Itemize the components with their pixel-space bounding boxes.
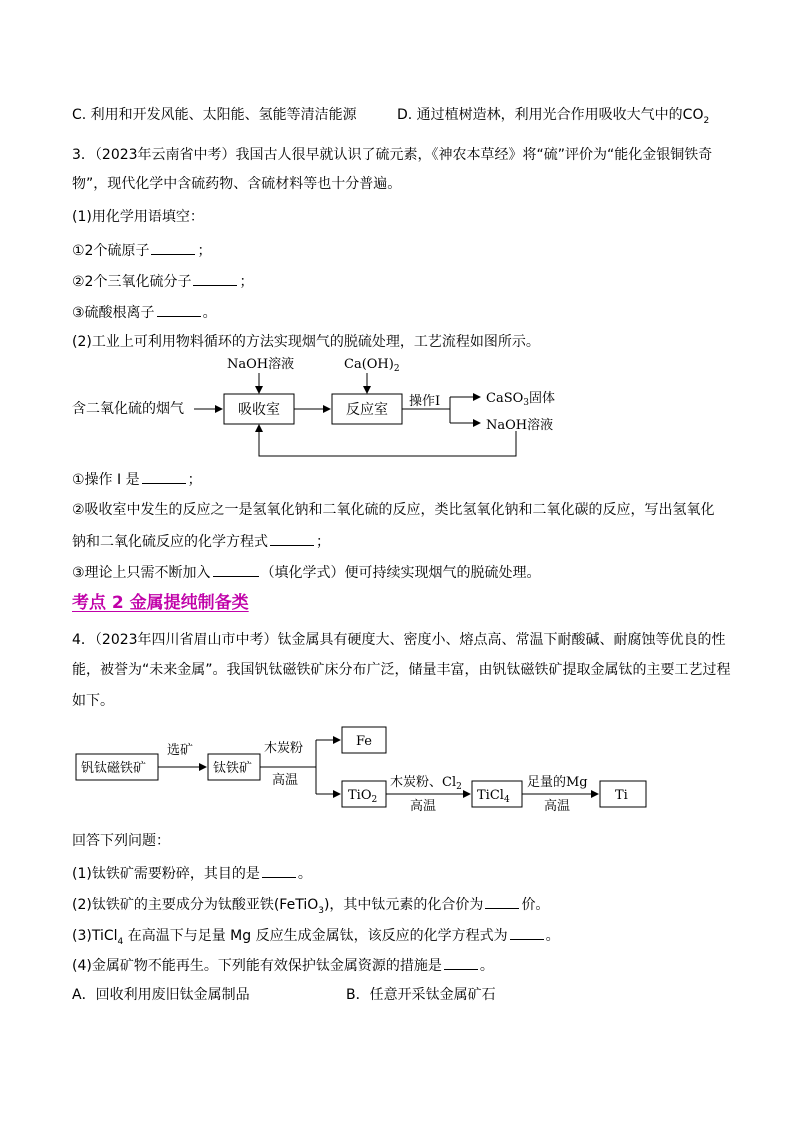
reagent-naoh-label: NaOH溶液 <box>227 357 295 372</box>
step3-top-label <box>390 774 462 792</box>
q4-part4 <box>72 955 494 975</box>
q4-part4-text: (4)金属矿物不能再生。下列能有效保护钛金属资源的措施是 <box>72 958 442 974</box>
step4-bottom-label: 高温 <box>544 799 571 814</box>
q3-sub3-text-a: ③理论上只需不断加入 <box>72 565 211 581</box>
q4-part1 <box>72 863 312 883</box>
q4-intro-line1: 4．（2023年四川省眉山市中考）钛金属具有硬度大、密度小、熔点高、常温下耐酸碱、耐腐蚀等优良的性 <box>72 632 726 648</box>
tio2-main: TiO <box>348 788 372 803</box>
step4-top-label: 足量的Mg <box>527 775 588 790</box>
punctuation: ； <box>239 274 254 290</box>
q4-option-b[interactable]: B．任意开采钛金属矿石 <box>346 987 496 1003</box>
q4-intro-line3: 如下。 <box>72 693 114 709</box>
q3-sub1 <box>72 469 202 489</box>
ticl4-label <box>477 788 510 805</box>
q4-part2-text-b: )，其中钛元素的化合价为 <box>323 897 484 913</box>
ilmenite-label: 钛铁矿 <box>213 761 253 776</box>
ti-label: Ti <box>615 788 628 803</box>
step2-top-label: 木炭粉 <box>264 741 304 756</box>
step2-bottom-label: 高温 <box>272 773 299 788</box>
answer-blank[interactable] <box>510 925 544 940</box>
reagent-caoh2-main: Ca(OH) <box>344 357 394 372</box>
output-naoh-label: NaOH溶液 <box>486 418 554 433</box>
option-c: C. 利用和开发风能、太阳能、氢能等清洁能源 <box>72 107 357 123</box>
fe-label: Fe <box>356 734 373 749</box>
q4-option-a[interactable]: A．回收利用废旧钛金属制品 <box>72 987 250 1003</box>
step3-top-main: 木炭粉、Cl <box>390 775 457 790</box>
q3-part1-b-text: ②2个三氧化硫分子 <box>72 274 192 290</box>
punctuation: ； <box>187 472 202 488</box>
punctuation: ； <box>197 243 212 259</box>
answer-blank[interactable] <box>270 531 314 546</box>
q3-part1-a <box>72 240 211 260</box>
output-caso3-label <box>486 390 555 408</box>
tio2-label <box>348 788 377 805</box>
option-d <box>397 106 709 130</box>
output-caso3-main: CaSO <box>486 391 524 406</box>
section-title-metal-purification: 考点 2 金属提纯制备类 <box>72 593 249 613</box>
answer-blank[interactable] <box>193 271 237 286</box>
q4-part3 <box>72 925 560 951</box>
step3-top-sub: 2 <box>456 782 462 792</box>
q3-part1: (1)用化学用语填空： <box>72 209 204 225</box>
output-caso3-tail: 固体 <box>529 391 556 406</box>
answer-blank[interactable] <box>213 562 259 577</box>
q4-part2 <box>72 894 549 920</box>
q3-intro-line2: 物”，现代化学中含硫药物、含硫材料等也十分普遍。 <box>72 176 402 192</box>
q4-part2-subscript: 3 <box>318 905 324 916</box>
q3-intro-line1: 3．（2023年云南省中考）我国古人很早就认识了硫元素，《神农本草经》将“硫”评价为“能化金银铜铁奇 <box>72 147 713 163</box>
q3-part1-b <box>72 271 253 291</box>
answer-blank[interactable] <box>262 863 296 878</box>
ore-label: 钒钛磁铁矿 <box>81 761 147 776</box>
answer-blank[interactable] <box>151 240 195 255</box>
punctuation: 。 <box>545 928 560 944</box>
answer-blank[interactable] <box>142 469 186 484</box>
ticl4-main: TiCl <box>477 788 504 803</box>
q3-sub1-text: ①操作 I 是 <box>72 472 140 488</box>
reagent-caoh2-sub: 2 <box>393 364 400 374</box>
operation-label: 操作I <box>409 394 441 409</box>
q4-part1-text: (1)钛铁矿需要粉碎，其目的是 <box>72 866 260 882</box>
q3-part1-c-text: ③硫酸根离子 <box>72 305 155 321</box>
q3-part2: (2)工业上可利用物料循环的方法实现烟气的脱硫处理，工艺流程如图所示。 <box>72 334 540 350</box>
answer-blank[interactable] <box>485 894 519 909</box>
q4-answer-prompt: 回答下列问题： <box>72 833 170 849</box>
answer-blank[interactable] <box>444 955 478 970</box>
q4-part2-text-a: (2)钛铁矿的主要成分为钛酸亚铁(FeTiO <box>72 897 319 913</box>
q3-sub2-line2 <box>72 531 330 551</box>
punctuation: 。 <box>479 958 494 974</box>
reagent-caoh2-label <box>344 357 400 374</box>
q3-sub3-text-b: （填化学式）便可持续实现烟气的脱硫处理。 <box>260 565 541 581</box>
recycle-loop-line <box>259 425 516 456</box>
tio2-sub: 2 <box>371 795 378 805</box>
q3-sub3 <box>72 562 541 582</box>
punctuation: ； <box>316 534 330 550</box>
step3-bottom-label: 高温 <box>410 799 437 814</box>
q3-sub2-line1: ②吸收室中发生的反应之一是氢氧化钠和二氧化硫的反应，类比氢氧化钠和二氧化碳的反应，写出氢氧化 <box>72 502 715 518</box>
q3-sub2-text: 钠和二氧化硫反应的化学方程式 <box>72 534 268 550</box>
q4-intro-line2: 能，被誉为“未来金属”。我国钒钛磁铁矿床分布广泛，储量丰富，由钒钛磁铁矿提取金属钛的主要工艺过程 <box>72 662 731 678</box>
flow-input-label: 含二氧化硫的烟气 <box>72 401 184 417</box>
ticl4-sub: 4 <box>503 795 510 805</box>
q4-part3-text-a: (3)TiCl <box>72 928 118 944</box>
absorber-label: 吸收室 <box>238 402 280 418</box>
punctuation: 。 <box>202 305 217 321</box>
flow-diagram-desulfurization <box>72 353 592 461</box>
q4-part3-text-b: 在高温下与足量 Mg 反应生成金属钛，该反应的化学方程式为 <box>123 928 508 944</box>
step1-label: 选矿 <box>167 743 194 758</box>
q4-part2-text-c: 价。 <box>521 897 550 913</box>
flow-diagram-titanium <box>72 722 652 814</box>
option-d-subscript: 2 <box>703 115 710 126</box>
q4-part3-subscript: 4 <box>117 936 124 947</box>
q3-part1-c <box>72 302 217 322</box>
option-d-text: D. 通过植树造林，利用光合作用吸收大气中的CO <box>397 107 704 123</box>
output-caso3-sub: 3 <box>523 398 529 408</box>
reactor-label: 反应室 <box>346 402 388 418</box>
answer-blank[interactable] <box>157 302 201 317</box>
punctuation: 。 <box>297 866 312 882</box>
q3-part1-a-text: ①2个硫原子 <box>72 243 150 259</box>
